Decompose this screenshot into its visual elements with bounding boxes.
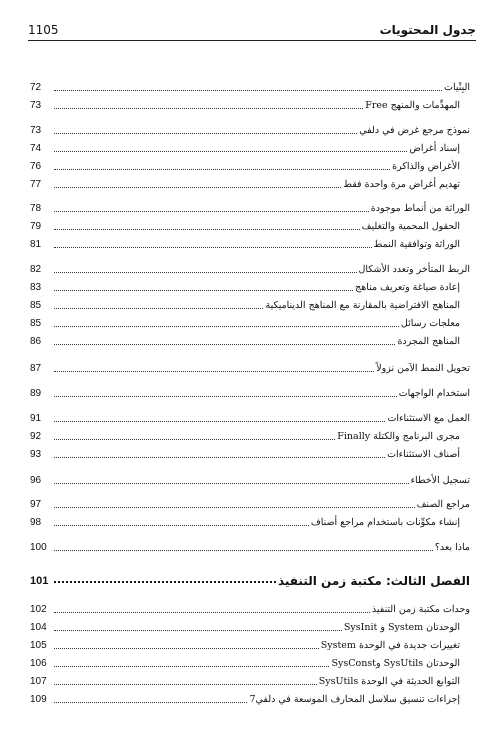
dot-leader <box>54 308 263 309</box>
toc-page-number: 102 <box>30 604 47 615</box>
toc-entry[interactable] <box>30 654 470 670</box>
toc-entry[interactable] <box>30 296 470 312</box>
toc-entry-title: ماذا بعد؟ <box>434 542 470 553</box>
dot-leader <box>54 439 335 440</box>
toc-entry-title: أصناف الاستثناءات <box>387 449 460 460</box>
toc-entry-title: الوراثة وتوافقية النمط <box>373 239 460 250</box>
dot-leader <box>54 247 372 248</box>
toc-page-number: 86 <box>30 336 42 347</box>
toc-page-number: 109 <box>30 694 47 705</box>
toc-entry-title: الحقول المحمية والتغليف <box>361 221 460 232</box>
dot-leader <box>54 272 357 273</box>
toc-entry[interactable] <box>30 359 470 375</box>
page-number: 1105 <box>28 23 59 37</box>
dot-leader <box>54 169 390 170</box>
toc-entry-title: إنشاء مكوِّنات باستخدام مراجع أصناف <box>310 517 460 528</box>
toc-page-number: 73 <box>30 100 42 111</box>
toc-entry[interactable] <box>30 427 470 443</box>
dot-leader <box>54 630 342 631</box>
toc-entry[interactable] <box>30 538 470 554</box>
dot-leader <box>54 666 329 667</box>
toc-entry-title: إسناد أغراض <box>409 143 460 154</box>
toc-entry[interactable] <box>30 139 470 155</box>
toc-entry[interactable] <box>30 384 470 400</box>
toc-entry[interactable] <box>30 332 470 348</box>
dot-leader <box>54 483 409 484</box>
toc-page-number: 107 <box>30 676 47 687</box>
toc-entry-title: تسجيل الأخطاء <box>410 475 470 486</box>
toc-entry[interactable] <box>30 471 470 487</box>
toc-page-number: 77 <box>30 179 42 190</box>
toc-page-number: 93 <box>30 449 42 460</box>
toc-entry[interactable] <box>30 121 470 137</box>
toc-entry-title: تهديم أغراض مرة واحدة فقط <box>343 179 460 190</box>
toc-entry-title: الربط المتأخر وتعدد الأشكال <box>358 264 470 275</box>
dot-leader <box>54 684 317 685</box>
toc-page-number: 78 <box>30 203 42 214</box>
toc-page-number: 98 <box>30 517 42 528</box>
toc-entry[interactable] <box>30 409 470 425</box>
toc-entry-title: استخدام الواجهات <box>398 388 470 399</box>
dot-leader <box>54 371 374 372</box>
dot-leader <box>54 550 433 551</box>
toc-page-number: 85 <box>30 318 42 329</box>
table-of-contents <box>30 0 470 745</box>
toc-page-number: 97 <box>30 499 42 510</box>
dot-leader <box>54 457 385 458</box>
dot-leader <box>54 211 369 212</box>
toc-entry[interactable] <box>30 157 470 173</box>
toc-page-number: 91 <box>30 413 42 424</box>
toc-entry-title: التوابع الحديثة في الوحدة SysUtils <box>318 676 460 687</box>
toc-entry-title: المناهج الافتراضية بالمقارنة مع المناهج الديناميكية <box>265 300 460 311</box>
toc-entry-title: إجراءات تنسيق سلاسل المحارف الموسعة في دلفي7 <box>249 694 460 705</box>
toc-page-number: 96 <box>30 475 42 486</box>
toc-entry[interactable] <box>30 217 470 233</box>
toc-entry[interactable] <box>30 78 470 94</box>
toc-page-number: 104 <box>30 622 47 633</box>
toc-entry[interactable] <box>30 513 470 529</box>
toc-entry-title: إعادة صياغة وتعريف مناهج <box>355 282 460 293</box>
dot-leader <box>54 229 360 230</box>
toc-page-number: 101 <box>30 575 49 587</box>
toc-entry[interactable] <box>30 199 470 215</box>
toc-entry[interactable] <box>30 96 470 112</box>
toc-page-number: 72 <box>30 82 42 93</box>
toc-entry-title: مراجع الصنف <box>416 499 470 510</box>
toc-entry[interactable] <box>30 278 470 294</box>
toc-page-number: 100 <box>30 542 47 553</box>
toc-entry-title: معلجات رسائل <box>400 318 460 329</box>
toc-entry[interactable] <box>30 618 470 634</box>
toc-page-number: 81 <box>30 239 42 250</box>
dot-leader <box>54 133 357 134</box>
toc-page-number: 106 <box>30 658 47 669</box>
dot-leader <box>54 290 353 291</box>
toc-entry-title: المناهج المجردة <box>397 336 460 347</box>
toc-entry[interactable] <box>30 672 470 688</box>
toc-page-number: 79 <box>30 221 42 232</box>
toc-entry[interactable] <box>30 235 470 251</box>
chapter-heading[interactable] <box>30 569 470 587</box>
toc-entry-title: الأغراض والذاكرة <box>392 161 460 172</box>
toc-entry-title: البِنْيات <box>444 82 470 93</box>
toc-page-number: 87 <box>30 363 42 374</box>
toc-entry-title: المهدِّمات والمنهج Free <box>365 100 460 111</box>
dot-leader <box>54 396 397 397</box>
toc-entry[interactable] <box>30 175 470 191</box>
toc-entry[interactable] <box>30 314 470 330</box>
toc-page-number: 105 <box>30 640 47 651</box>
running-title: جدول المحتويات <box>379 23 476 37</box>
dot-leader <box>54 702 247 703</box>
toc-entry-title: تغييرات جديدة في الوحدة System <box>320 640 460 651</box>
toc-page-number: 76 <box>30 161 42 172</box>
toc-page-number: 89 <box>30 388 42 399</box>
dot-leader <box>54 648 319 649</box>
toc-entry[interactable] <box>30 636 470 652</box>
toc-page-number: 82 <box>30 264 42 275</box>
dot-leader <box>54 581 276 583</box>
toc-entry-title: نموذج مرجع غرض في دلفي <box>359 125 470 136</box>
dot-leader <box>54 326 399 327</box>
toc-entry-title: الوراثة من أنماط موجودة <box>370 203 470 214</box>
dot-leader <box>54 507 415 508</box>
toc-entry-title: تحويل النمط الآمن نزولاً <box>376 363 470 374</box>
toc-page-number: 74 <box>30 143 42 154</box>
toc-entry-title: الفصل الثالث: مكتبة زمن التنفيذ <box>277 574 470 588</box>
toc-entry[interactable] <box>30 690 470 706</box>
toc-entry-title: الوحدتان System و SysInit <box>343 622 460 633</box>
toc-page-number: 73 <box>30 125 42 136</box>
toc-entry-title: مجرى البرنامج والكتلة Finally <box>337 431 460 442</box>
dot-leader <box>54 90 442 91</box>
dot-leader <box>54 612 370 613</box>
dot-leader <box>54 108 363 109</box>
toc-entry[interactable] <box>30 495 470 511</box>
toc-entry[interactable] <box>30 445 470 461</box>
toc-entry[interactable] <box>30 260 470 276</box>
dot-leader <box>54 151 407 152</box>
toc-page-number: 92 <box>30 431 42 442</box>
dot-leader <box>54 344 395 345</box>
toc-entry-title: العمل مع الاستثناءات <box>387 413 470 424</box>
dot-leader <box>54 421 385 422</box>
toc-entry[interactable] <box>30 600 470 616</box>
toc-page-number: 83 <box>30 282 42 293</box>
toc-entry-title: وحدات مكتبة زمن التنفيذ <box>371 604 470 615</box>
dot-leader <box>54 525 309 526</box>
toc-page-number: 85 <box>30 300 42 311</box>
dot-leader <box>54 187 341 188</box>
toc-entry-title: الوحدتان SysUtils وSysConst <box>331 658 460 669</box>
